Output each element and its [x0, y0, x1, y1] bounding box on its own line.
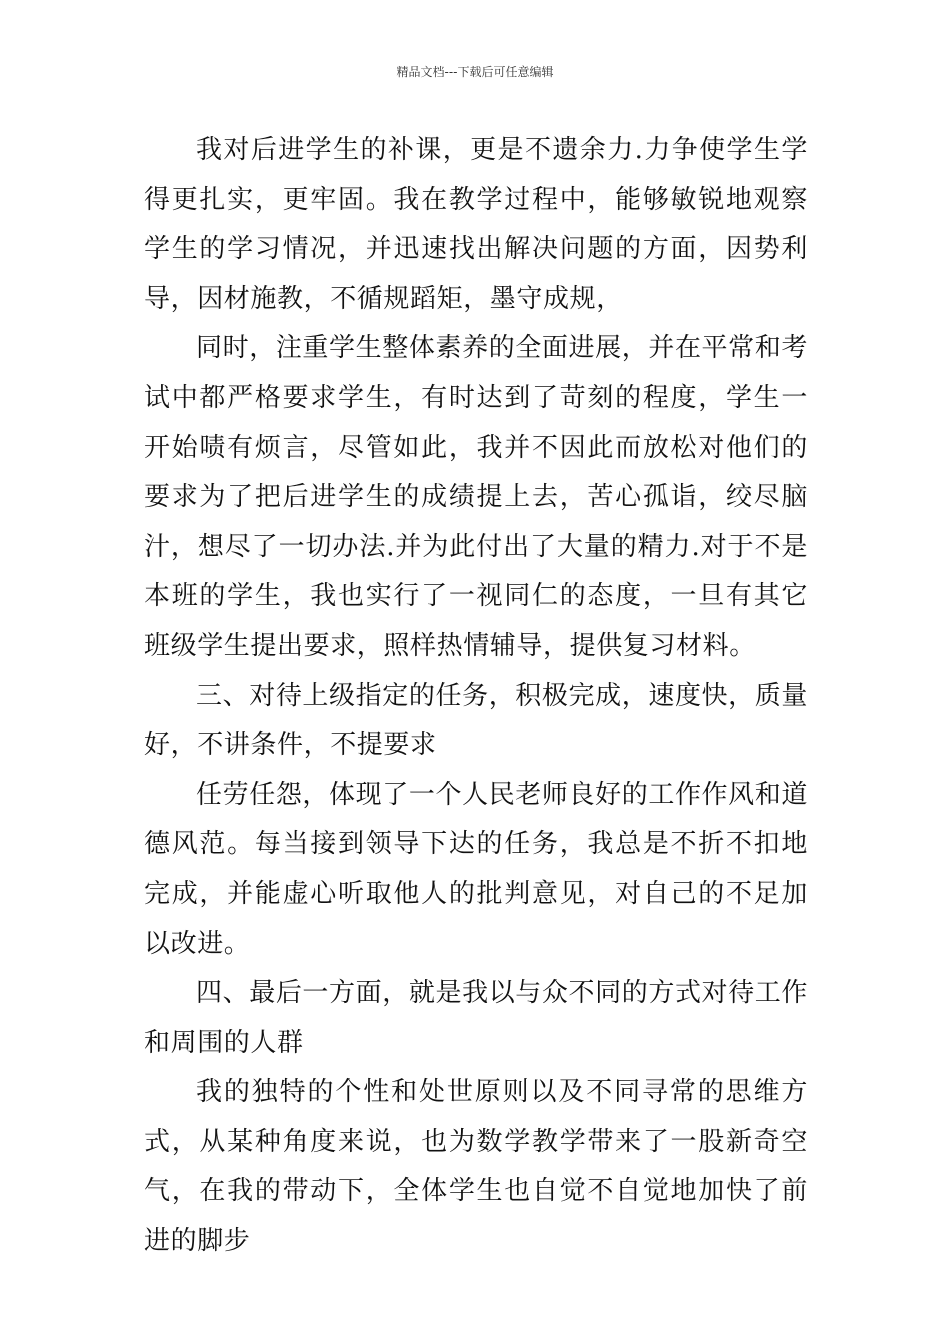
paragraph-section-three-heading: 三、对待上级指定的任务，积极完成，速度快，质量好，不讲条件，不提要求	[144, 680, 808, 761]
paragraph-remedial-lessons: 我对后进学生的补课，更是不遗余力.力争使学生学得更扎实，更牢固。我在教学过程中，能够敏锐地观察学生的学习情况，并迅速找出解决问题的方面，因势利导，因材施教，不循规蹈矩，墨守成规，	[144, 135, 808, 314]
paragraph-unique-personality: 我的独特的个性和处世原则以及不同寻常的思维方式，从某种角度来说，也为数学教学带来了一股新奇空气，在我的带动下，全体学生也自觉不自觉地加快了前进的脚步	[144, 1077, 808, 1257]
document-body	[144, 126, 808, 1267]
paragraph-section-four-heading: 四、最后一方面，就是我以与众不同的方式对待工作和周围的人群	[144, 978, 808, 1058]
paragraph-overall-quality: 同时，注重学生整体素养的全面进展，并在平常和考试中都严格要求学生，有时达到了苛刻的程度，学生一开始啧有烦言，尽管如此，我并不因此而放松对他们的要求为了把后进学生的成绩提上去，苦心孤诣，绞尽脑汁，想尽了一切办法.并为此付出了大量的精力.对于不是本班的学生，我也实行了一视同仁的态度，一旦有其它班级学生提出要求，照样热情辅导，提供复习材料。	[144, 333, 808, 661]
page-header: 精品文档---下载后可任意编辑	[396, 65, 554, 79]
paragraph-work-style: 任劳任怨，体现了一个人民老师良好的工作作风和道德风范。每当接到领导下达的任务，我总是不折不扣地完成，并能虚心听取他人的批判意见，对自己的不足加以改进。	[144, 779, 808, 959]
